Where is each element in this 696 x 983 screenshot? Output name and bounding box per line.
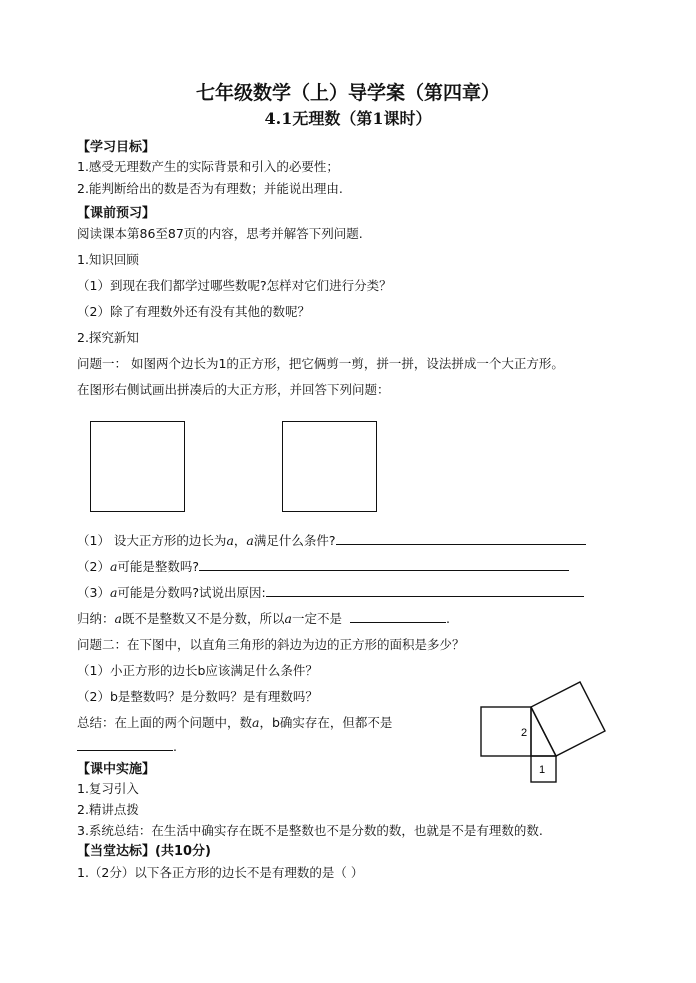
p1q2-text: （2） — [77, 559, 110, 574]
inclass-item: 1.复习引入 — [77, 781, 139, 796]
square-on-hypotenuse — [531, 682, 605, 756]
conclusion-text: 总结：在上面的两个问题中，数 — [77, 715, 253, 730]
problem-1-text: 问题一： 如图两个边长为1的正方形，把它俩剪一剪，拼一拼，设法拼成一个大正方形。 — [77, 356, 564, 371]
preview-heading: 【课前预习】 — [77, 206, 156, 221]
label-1: 1 — [539, 764, 546, 776]
inclass-heading: 【课中实施】 — [77, 762, 156, 777]
summary-label: 归纳： — [77, 611, 115, 626]
test-heading: 【当堂达标】(共10分) — [77, 844, 211, 859]
unit-square-right — [282, 421, 377, 512]
goals-heading: 【学习目标】 — [77, 140, 156, 155]
separator: ， — [233, 533, 247, 548]
problem-2-text: 问题二：在下图中，以直角三角形的斜边为边的正方形的面积是多少？ — [77, 637, 465, 652]
period: . — [173, 739, 177, 754]
right-triangle-squares-figure — [475, 680, 615, 785]
p2-question-1: （1）小正方形的边长b应该满足什么条件？ — [77, 663, 318, 678]
var-a: a — [252, 715, 260, 730]
p1q1-text-end: 满足什么条件? — [253, 533, 336, 548]
p2-question-2: （2）b是整数吗？是分数吗？是有理数吗？ — [77, 689, 318, 704]
answer-blank[interactable] — [266, 583, 584, 597]
conclusion-blank-line — [77, 737, 177, 754]
p1-question-2 — [77, 557, 569, 575]
p1q3-text: （3） — [77, 585, 110, 600]
unit-square-left — [90, 421, 185, 512]
summary-text-end: 一定不是 — [291, 611, 342, 626]
inclass-item: 3.系统总结：在生活中确实存在既不是整数也不是分数的数，也就是不是有理数的数. — [77, 823, 543, 838]
p1-question-1 — [77, 531, 586, 549]
conclusion-text-end: ，b确实存在，但都不是 — [259, 715, 393, 730]
preview-intro: 阅读课本第86至87页的内容，思考并解答下列问题. — [77, 226, 363, 241]
review-label: 1.知识回顾 — [77, 252, 139, 267]
review-question-2: （2）除了有理数外还有没有其他的数呢？ — [77, 304, 310, 319]
var-a: a — [114, 611, 122, 626]
goal-item: 2.能判断给出的数是否为有理数；并能说出理由. — [77, 181, 343, 196]
test-question-1: 1.（2分）以下各正方形的边长不是有理数的是（ ） — [77, 865, 364, 880]
answer-blank[interactable] — [336, 531, 586, 545]
explore-label: 2.探究新知 — [77, 330, 139, 345]
summary-line — [77, 609, 450, 627]
var-a: a — [226, 533, 234, 548]
problem-1-instruction: 在图形右侧试画出拼凑后的大正方形，并回答下列问题： — [77, 382, 390, 397]
p1q3-text-end: 可能是分数吗?试说出原因: — [117, 585, 266, 600]
review-question-1: （1）到现在我们都学过哪些数呢?怎样对它们进行分类？ — [77, 278, 392, 293]
page-subtitle: 4.1无理数（第1课时） — [264, 109, 432, 128]
conclusion-line — [77, 713, 392, 731]
answer-blank[interactable] — [199, 557, 569, 571]
var-a: a — [284, 611, 292, 626]
p1-question-3 — [77, 583, 584, 601]
p1q1-text: （1） 设大正方形的边长为 — [77, 533, 227, 548]
answer-blank[interactable] — [350, 609, 446, 623]
p1q2-text-end: 可能是整数吗? — [117, 559, 200, 574]
var-a: a — [246, 533, 254, 548]
label-2: 2 — [521, 727, 528, 739]
var-a: a — [109, 585, 118, 600]
goal-item: 1.感受无理数产生的实际背景和引入的必要性； — [77, 159, 339, 174]
page-title: 七年级数学（上）导学案（第四章） — [195, 82, 500, 104]
summary-text: 既不是整数又不是分数，所以 — [121, 611, 285, 626]
period: . — [445, 611, 450, 626]
var-a: a — [109, 559, 118, 574]
inclass-item: 2.精讲点拨 — [77, 802, 139, 817]
answer-blank[interactable] — [77, 737, 173, 751]
